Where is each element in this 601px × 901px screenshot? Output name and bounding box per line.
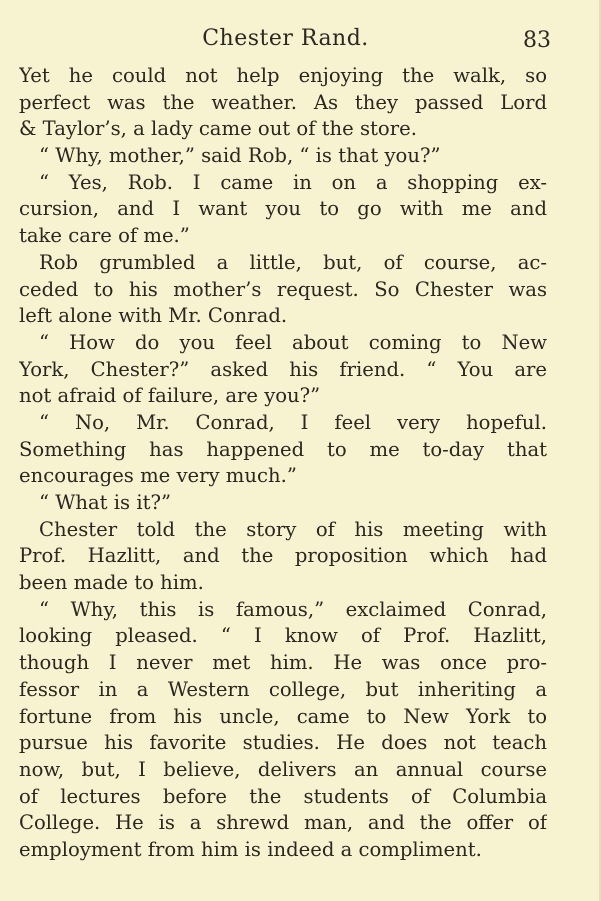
text-line: Chester told the story of his meeting with	[39, 517, 547, 541]
text-line: College. He is a shrewd man, and the offer of	[19, 811, 547, 835]
text-line: cursion, and I want you to go with me and	[19, 197, 547, 221]
text-line: been made to him.	[19, 571, 204, 595]
text-line: pursue his favorite studies. He does not teach	[19, 731, 547, 755]
text-line: encourages me very much.”	[19, 464, 297, 488]
text-line: looking pleased. “ I know of Prof. Hazlitt,	[19, 624, 547, 648]
text-line: “ Why, this is famous,” exclaimed Conrad,	[39, 597, 547, 621]
text-line: now, but, I believe, delivers an annual course	[19, 757, 547, 781]
text-line: “ Yes, Rob. I came in on a shopping ex-	[39, 170, 547, 194]
body-text	[19, 63, 547, 864]
text-line: Yet he could not help enjoying the walk, so	[19, 64, 547, 87]
text-line: York, Chester?” asked his friend. “ You are	[19, 357, 547, 381]
text-line: not afraid of failure, are you?”	[19, 384, 321, 408]
text-line: Something has happened to me to-day that	[19, 437, 547, 461]
text-line: “ Why, mother,” said Rob, “ is that you?”	[39, 144, 441, 168]
page-number: 83	[523, 28, 551, 53]
text-line: & Taylor’s, a lady came out of the store.	[19, 117, 417, 141]
text-line: “ No, Mr. Conrad, I feel very hopeful.	[39, 410, 547, 434]
text-line: ceded to his mother’s request. So Chester was	[19, 277, 547, 301]
text-line: of lectures before the students of Columbia	[19, 784, 547, 808]
text-line: though I never met him. He was once pro-	[19, 651, 547, 675]
text-line: fessor in a Western college, but inheriting a	[19, 677, 547, 701]
text-line: employment from him is indeed a compliment.	[19, 837, 482, 861]
text-line: left alone with Mr. Conrad.	[19, 304, 288, 328]
text-line: fortune from his uncle, came to New York to	[19, 704, 547, 728]
running-title: Chester Rand.	[202, 26, 369, 51]
text-line: “ How do you feel about coming to New	[39, 330, 547, 354]
text-line: perfect was the weather. As they passed Lord	[19, 90, 547, 114]
text-line: Rob grumbled a little, but, of course, ac-	[39, 250, 547, 274]
text-line: Prof. Hazlitt, and the proposition which had	[19, 544, 547, 568]
text-line: take care of me.”	[19, 224, 190, 248]
page-header	[20, 26, 551, 56]
text-line: “ What is it?”	[39, 491, 171, 514]
